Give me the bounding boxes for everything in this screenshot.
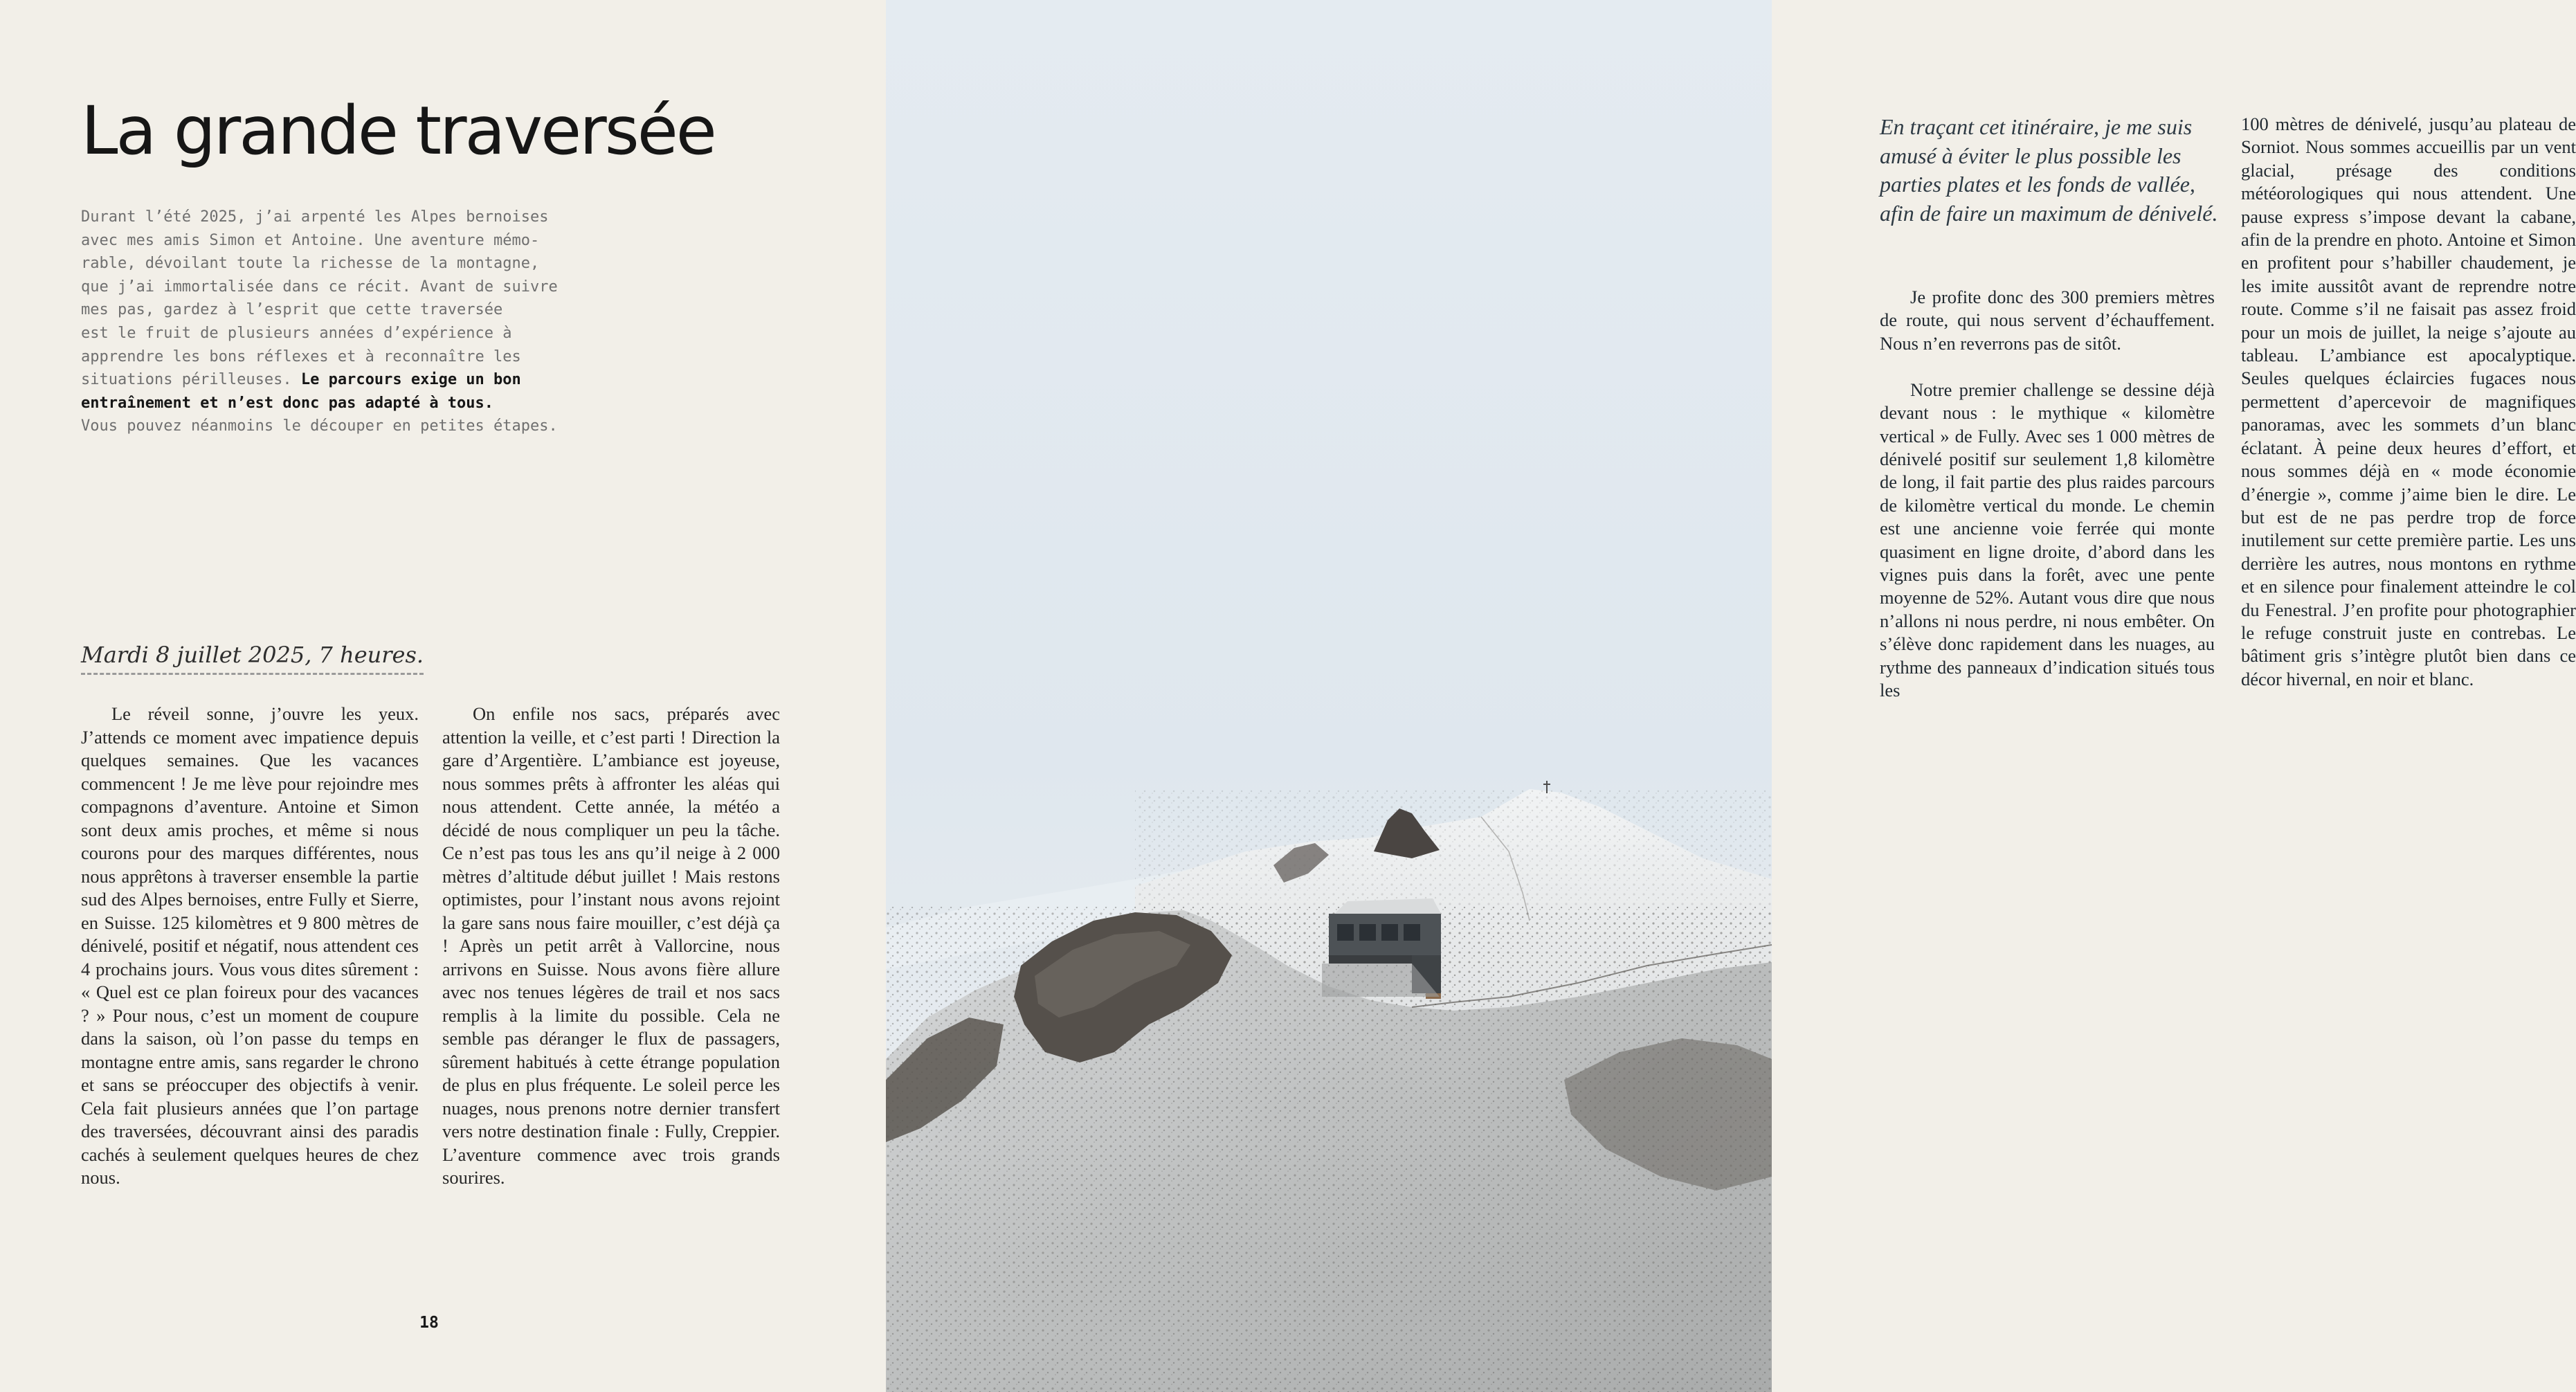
- intro-emphasis: entraînement et n’est donc pas adapté à tous.: [81, 394, 494, 412]
- refuge-hut-shape: [1322, 898, 1441, 999]
- intro-line: apprendre les bons réflexes et à reconnaître les: [81, 347, 521, 365]
- body-paragraph: Je profite donc des 300 premiers mètres de route, qui nous servent d’échauffement. Nous n’en reverrons pas de sitôt.: [1880, 287, 2215, 354]
- intro-line: mes pas, gardez à l’esprit que cette traversée: [81, 301, 503, 319]
- left-page: [0, 0, 886, 1392]
- intro-line: avec mes amis Simon et Antoine. Une aventure mémo-: [81, 231, 540, 249]
- right-body-column-2: [2241, 113, 2576, 691]
- intro-line: que j’ai immortalisée dans ce récit. Avant de suivre: [81, 278, 558, 296]
- intro-line: situations périlleuses.: [81, 371, 301, 389]
- intro-paragraph: [81, 206, 635, 438]
- body-paragraph: On enfile nos sacs, préparés avec attention la veille, et c’est parti ! Direction la gare d’Argentière. L’ambiance est joyeuse, nous sommes prêts à affronter les aléas qui nous attendent. Cette année, la météo a décidé de nous compliquer un peu la tâche. Ce n’est pas tous les ans qu’il neige à 2 000 mètres d’altitude début juillet ! Mais restons optimistes, pour l’instant nous avons rejoint la gare sans nous faire mouiller, c’est déjà ça ! Après un petit arrêt à Vallorcine, nous arrivons en Suisse. Nous avons fière allure avec nos tenues légères de trail et nos sacs remplis à la limite du possible. Cela ne semble pas déranger le flux de passagers, sûrement habitués à cette étrange population de plus en plus fréquente. Le soleil perce les nuages, nous prenons notre dernier transfert vers notre destination finale : Fully, Creppier. L’aventure commence avec trois grands sourires.: [442, 703, 780, 1188]
- date-heading: Mardi 8 juillet 2025, 7 heures.: [81, 640, 424, 675]
- body-paragraph: 100 mètres de dénivelé, jusqu’au plateau de Sorniot. Nous sommes accueillis par un vent glacial, présage des conditions météorologiques qui nous attendent. Une pause express s’impose devant la cabane, afin de la prendre en photo. Antoine et Simon en profitent pour s’habiller chaudement, je les imite aussitôt avant de reprendre notre route. Comme s’il ne faisait pas assez froid pour un mois de juillet, la neige s’ajoute au tableau. L’ambiance est apocalyptique. Seules quelques éclaircies fugaces nous permettent d’apercevoir de magnifiques panoramas, avec les sommets d’un blanc éclatant. À peine deux heures d’effort, et nous sommes déjà en « mode économie d’énergie », comme j’aime bien le dire. Le but est de ne pas perdre trop de force inutilement sur cette première partie. Les uns derrière les autres, nous montons en rythme et en silence pour finalement atteindre le col du Fenestral. J’en profite pour photographier le refuge construit juste en contrebas. Le bâtiment gris s’intègre plutôt bien dans ce décor hivernal, en noir et blanc.: [2241, 114, 2576, 689]
- intro-line: Vous pouvez néanmoins le découper en petites étapes.: [81, 417, 558, 435]
- intro-line: Durant l’été 2025, j’ai arpenté les Alpes bernoises: [81, 208, 549, 226]
- article-title: La grande traversée: [81, 92, 715, 170]
- page-number: 18: [419, 1314, 439, 1332]
- intro-emphasis: Le parcours exige un bon: [300, 371, 521, 389]
- right-body-column-1: [1880, 286, 2215, 702]
- pull-quote: En traçant cet itinéraire, je me suis amusé à éviter le plus possible les parties plates et les fonds de vallée, afin de faire un maximum de dénivelé.: [1880, 114, 2218, 226]
- intro-line: rable, dévoilant toute la richesse de la montagne,: [81, 255, 540, 273]
- body-column-1: [81, 703, 419, 1190]
- intro-line: est le fruit de plusieurs années d’expérience à: [81, 324, 512, 342]
- body-column-2: [442, 703, 780, 1190]
- body-paragraph: Notre premier challenge se dessine déjà devant nous : le mythique « kilomètre vertical » de Fully. Avec ses 1 000 mètres de dénivelé positif sur seulement 1,8 kilomètre de long, il fait partie des plus raides parcours de kilomètre vertical du monde. Le chemin est une ancienne voie ferrée qui monte quasiment en ligne droite, d’abord dans les vignes puis dans la forêt, avec une pente moyenne de 52%. Autant vous dire que nous n’allons ni nous perdre, ni nous embêter. On s’élève donc rapidement dans les nuages, au rythme des panneaux d’indication situés tous les: [1880, 379, 2215, 700]
- body-paragraph: Le réveil sonne, j’ouvre les yeux. J’attends ce moment avec impatience depuis quelques semaines. Que les vacances commencent ! Je me lève pour rejoindre mes compagnons d’aventure. Antoine et Simon sont deux amis proches, et même si nous courons pour des marques différentes, nous nous apprêtons à traverser ensemble la partie sud des Alpes bernoises, entre Fully et Sierre, en Suisse. 125 kilomètres et 9 800 mètres de dénivelé, positif et négatif, nous attendent ces 4 prochains jours. Vous vous dites sûrement : « Quel est ce plan foireux pour des vacances ? » Pour nous, c’est un moment de coupure dans la saison, où l’on passe du temps en montagne entre amis, sans regarder le chrono et sans se préoccuper des objectifs à venir. Cela fait plusieurs années que l’on partage des traversées, découvrant ainsi des paradis cachés à seulement quelques heures de chez nous.: [81, 703, 419, 1188]
- right-page: [886, 0, 2576, 1392]
- mountain-refuge-photo: [886, 0, 1772, 1392]
